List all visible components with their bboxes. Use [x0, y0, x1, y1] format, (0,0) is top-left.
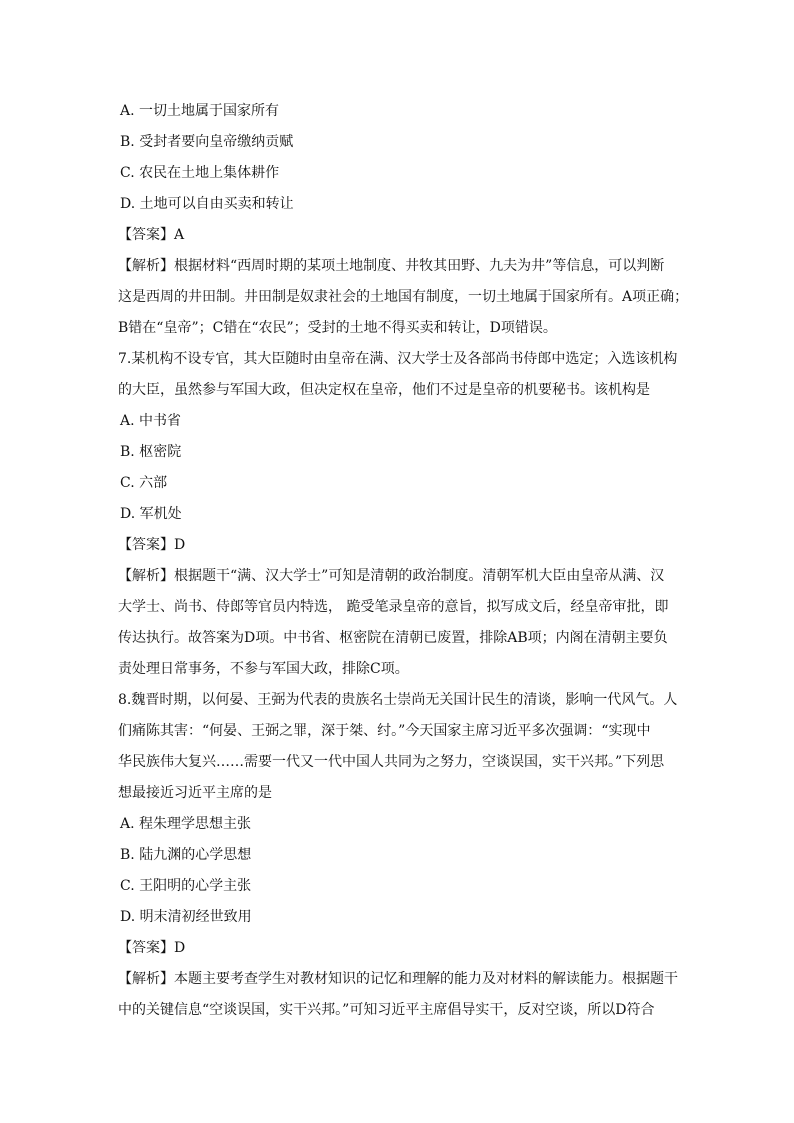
q8-stem-line: 们痛陈其害：“何晏、王弼之罪，深于桀、纣。”今天国家主席习近平多次强调：“实现中 [118, 723, 651, 739]
q7-stem-line: 7.某机构不设专官，其大臣随时由皇帝在满、汉大学士及各部尚书侍郎中选定；入选该机构 [118, 351, 678, 367]
q7-analysis-line: 传达执行。故答案为D项。中书省、枢密院在清朝已废置，排除AB项；内阁在清朝主要负 [118, 630, 668, 646]
q7-option-b: B. 枢密院 [120, 444, 182, 460]
q8-analysis-line: 中的关键信息“空谈误国，实干兴邦。”可知习近平主席倡导实干，反对空谈，所以D符合 [118, 1002, 655, 1018]
q8-option-d: D. 明末清初经世致用 [120, 909, 252, 925]
q6-option-d: D. 土地可以自由买卖和转让 [120, 196, 294, 212]
q8-stem [118, 685, 678, 809]
q6-option-b: B. 受封者要向皇帝缴纳贡赋 [120, 134, 294, 150]
q6-options [118, 96, 678, 220]
q6-option-a: A. 一切土地属于国家所有 [120, 103, 280, 119]
q6-analysis-line: 【解析】根据材料“西周时期的某项土地制度、井牧其田野、九夫为井”等信息，可以判断 [118, 258, 665, 274]
q7-analysis-line: 责处理日常事务，不参与军国大政，排除C项。 [118, 661, 409, 677]
document-page [118, 96, 689, 1026]
q7-analysis [118, 561, 678, 685]
q6-analysis-line: 这是西周的井田制。井田制是奴隶社会的土地国有制度，一切土地属于国家所有。A项正确； [118, 289, 689, 305]
q8-analysis [118, 964, 678, 1026]
q7-option-d: D. 军机处 [120, 506, 182, 522]
q7-stem-line: 的大臣，虽然参与军国大政，但决定权在皇帝，他们不过是皇帝的机要秘书。该机构是 [118, 382, 650, 398]
q6-answer: 【答案】A [118, 227, 185, 243]
q7-analysis-line: 【解析】根据题干“满、汉大学士”可知是清朝的政治制度。清朝军机大臣由皇帝从满、汉 [118, 568, 665, 584]
q8-stem-line: 华民族伟大复兴……需要一代又一代中国人共同为之努力，空谈误国，实干兴邦。”下列思 [118, 754, 665, 770]
q8-option-c: C. 王阳明的心学主张 [120, 878, 252, 894]
q7-option-a: A. 中书省 [120, 413, 182, 429]
q6-option-c: C. 农民在土地上集体耕作 [120, 165, 280, 181]
q8-stem-line: 想最接近习近平主席的是 [118, 785, 272, 801]
q7-answer: 【答案】D [118, 537, 186, 553]
q7-options [118, 406, 678, 530]
q8-options [118, 809, 678, 933]
q6-analysis-line: B错在“皇帝”；C错在“农民”；受封的土地不得买卖和转让，D项错误。 [118, 320, 557, 336]
q7-stem [118, 344, 678, 406]
q8-stem-line: 8.魏晋时期，以何晏、王弼为代表的贵族名士崇尚无关国计民生的清谈，影响一代风气。人 [118, 692, 678, 708]
q8-option-a: A. 程朱理学思想主张 [120, 816, 252, 832]
q7-option-c: C. 六部 [120, 475, 168, 491]
q6-analysis [118, 251, 689, 344]
q7-analysis-line: 大学士、尚书、侍郎等官员内特选， 跪受笔录皇帝的意旨，拟写成文后，经皇帝审批，即 [118, 599, 669, 615]
q8-analysis-line: 【解析】本题主要考查学生对教材知识的记忆和理解的能力及对材料的解读能力。根据题干 [118, 971, 678, 987]
q8-answer: 【答案】D [118, 940, 186, 956]
q8-option-b: B. 陆九渊的心学思想 [120, 847, 252, 863]
